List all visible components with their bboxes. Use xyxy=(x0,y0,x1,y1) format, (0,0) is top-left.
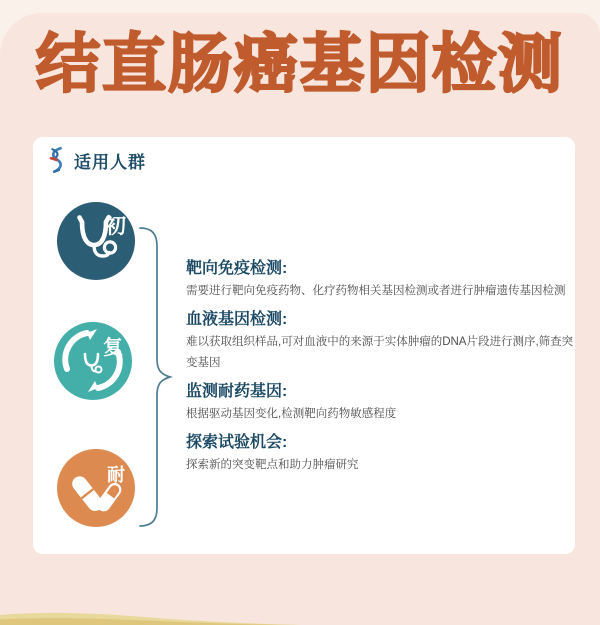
badge-char-initial: 初 xyxy=(105,215,126,238)
section-title: 血液基因检测: xyxy=(186,311,288,328)
badge-initial-diagnosis xyxy=(57,202,135,280)
section-trial-opportunities xyxy=(186,431,582,476)
content-card xyxy=(33,137,575,554)
page-title: 结直肠癌基因检测 xyxy=(36,28,564,100)
section-body: 难以获取组织样品,可对血液中的来源于实体肿瘤的DNA片段进行测序,筛查突变基因 xyxy=(186,336,574,369)
curly-brace xyxy=(136,226,174,528)
section-blood-gene-testing xyxy=(186,308,582,374)
section-resistance-gene-monitoring xyxy=(186,380,582,425)
section-title: 探索试验机会: xyxy=(186,434,288,451)
section-title: 靶向免疫检测: xyxy=(186,260,288,277)
bottom-wave-decoration xyxy=(0,609,300,625)
sections-column xyxy=(186,257,582,482)
section-targeted-immuno-testing xyxy=(186,257,582,302)
badge-recurrence-monitoring xyxy=(54,322,132,400)
section-body: 需要进行靶向免疫药物、化疗药物相关基因检测或者进行肿瘤遗传基因检测 xyxy=(186,285,566,297)
badge-char-recurrence: 复 xyxy=(103,337,123,359)
section-title: 监测耐药基因: xyxy=(186,383,288,400)
badge-drug-resistance xyxy=(57,449,135,527)
badge-char-resistance: 耐 xyxy=(107,465,125,485)
dna-icon xyxy=(47,146,65,174)
card-header-label: 适用人群 xyxy=(74,152,146,172)
section-body: 根据驱动基因变化,检测靶向药物敏感程度 xyxy=(186,408,397,420)
section-body: 探索新的突变靶点和助力肿瘤研究 xyxy=(186,459,359,471)
card-header xyxy=(47,146,146,174)
